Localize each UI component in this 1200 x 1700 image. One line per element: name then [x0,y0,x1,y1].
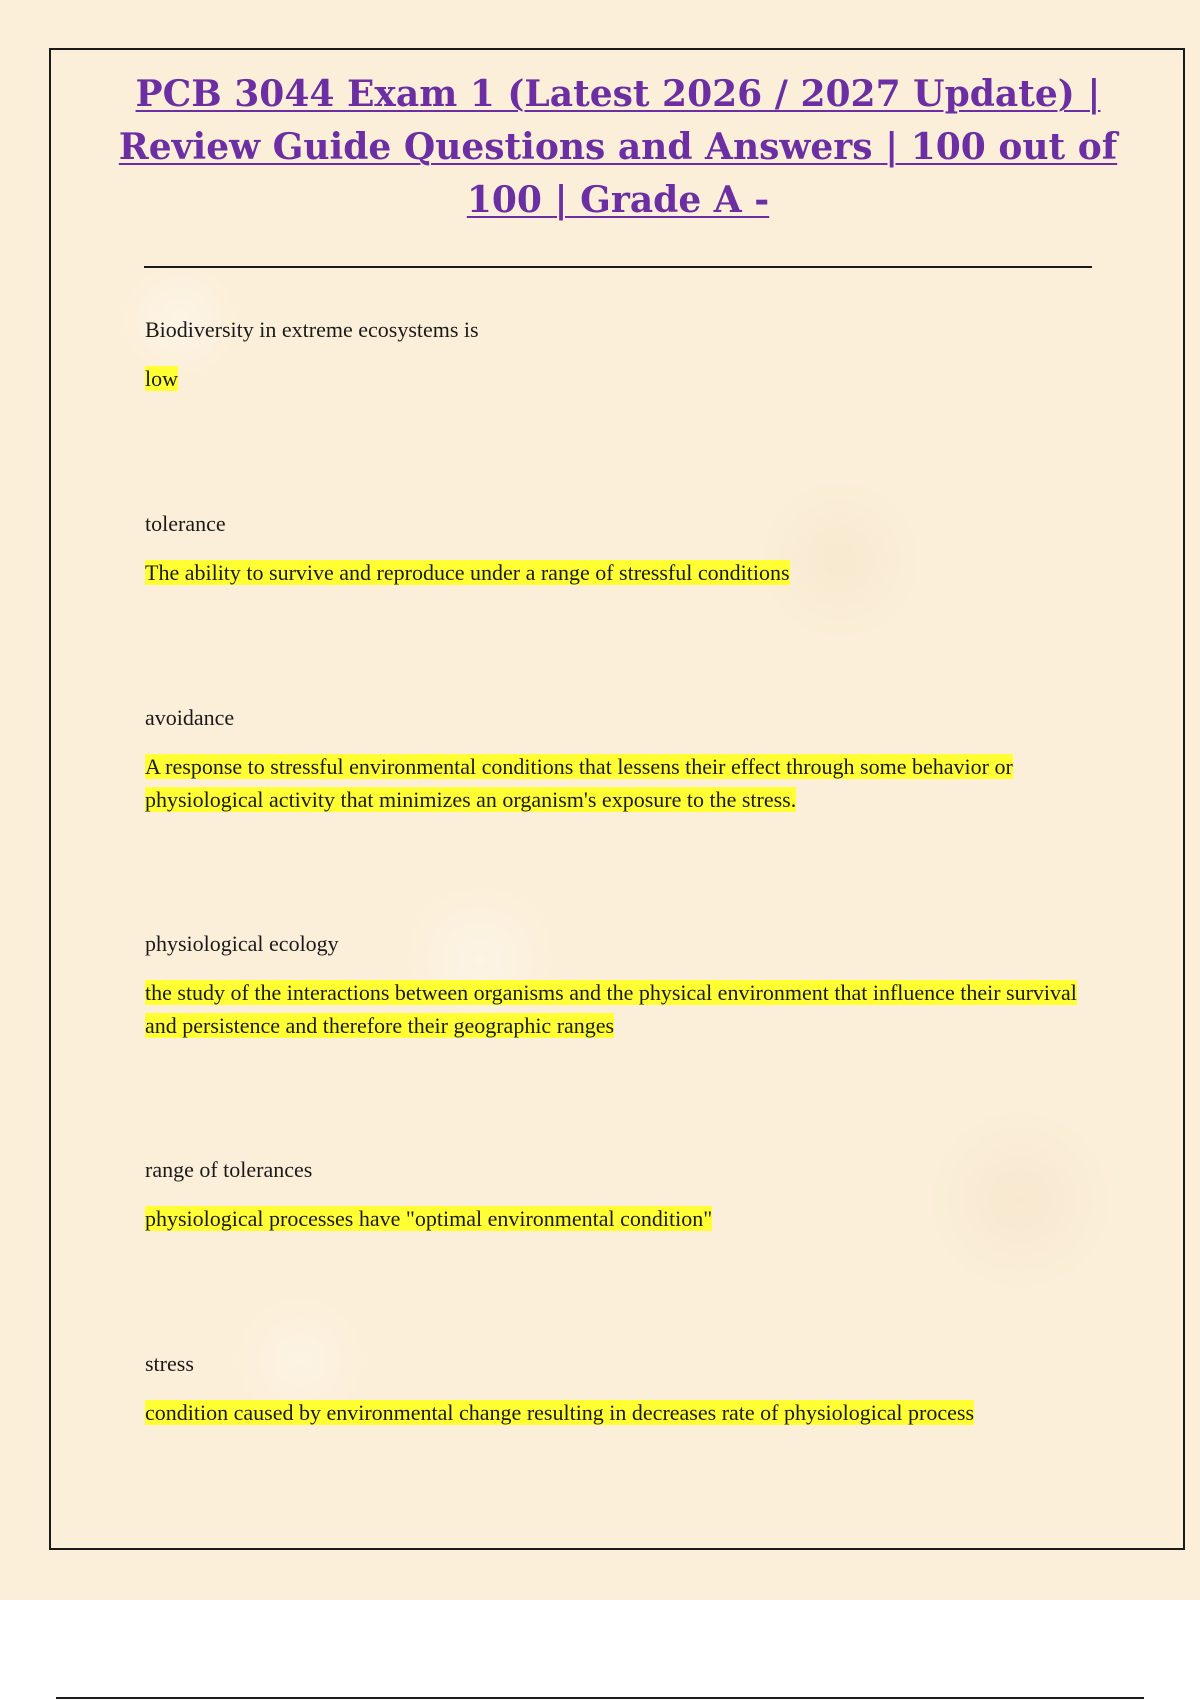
answer-highlight: physiological processes have "optimal environmental condition" [145,1206,713,1231]
next-page-divider [56,1697,1144,1699]
question-term: Biodiversity in extreme ecosystems is [145,317,479,342]
flashcard [145,702,1095,816]
flashcard [145,314,1095,395]
answer-highlight: low [145,366,178,391]
question-term: stress [145,1351,194,1376]
document-title: PCB 3044 Exam 1 (Latest 2026 / 2027 Update) | Review Guide Questions and Answers | 100 out of 100 | Grade A - [118,73,1118,221]
flashcard [145,1348,1095,1429]
answer-definition [145,976,1095,1042]
answer-highlight: A response to stressful environmental conditions that lessens their effect through some behavior or physiological activity that minimizes an organism's exposure to the stress. [145,754,1013,812]
question-term: range of tolerances [145,1157,313,1182]
flashcard [145,1154,1095,1235]
answer-definition [145,1396,1095,1429]
answer-highlight: The ability to survive and reproduce under a range of stressful conditions [145,560,790,585]
answer-definition [145,1202,1095,1235]
question-term: avoidance [145,705,235,730]
question-term: physiological ecology [145,931,339,956]
title-divider [144,266,1092,268]
answer-definition [145,556,1095,589]
answer-highlight: the study of the interactions between organisms and the physical environment that influence their survival and persistence and therefore their geographic ranges [145,980,1077,1038]
flashcard [145,508,1095,589]
question-term: tolerance [145,511,226,536]
answer-definition [145,750,1095,816]
flashcard [145,928,1095,1042]
answer-highlight: condition caused by environmental change resulting in decreases rate of physiological process [145,1400,975,1425]
answer-definition [145,362,1095,395]
